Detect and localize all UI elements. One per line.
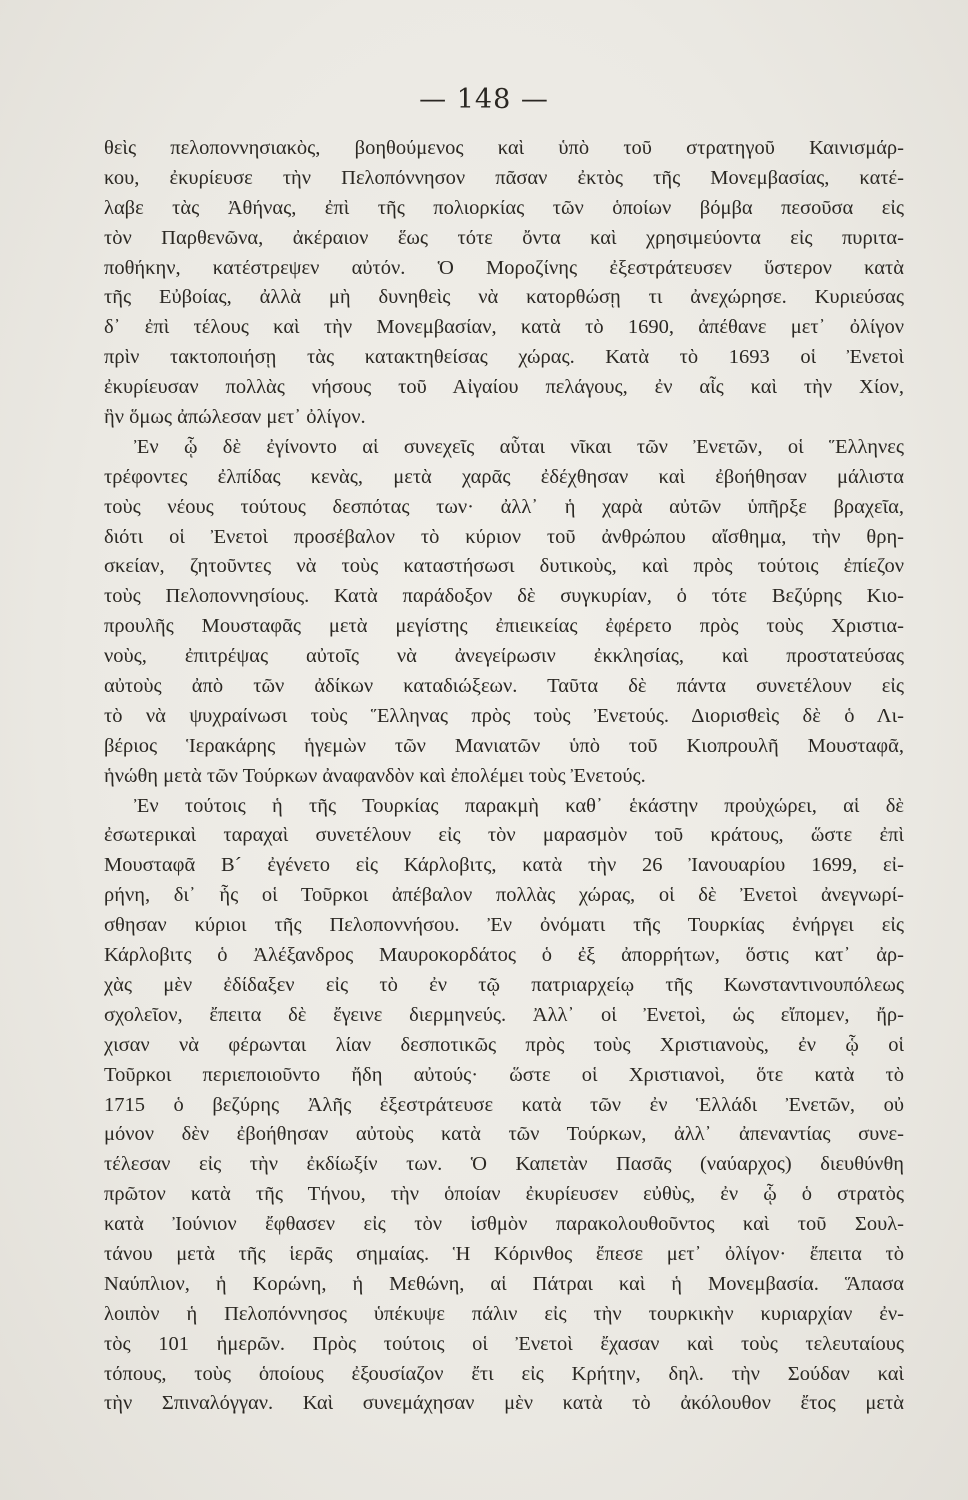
text-line: πρῶτον κατὰ τῆς Τήνου, τὴν ὁποίαν ἐκυρίευσεν εὐθὺς, ἐν ᾧ ὁ στρατὸς	[104, 1183, 904, 1206]
text-line: κατὰ Ἰούνιον ἔφθασεν εἰς τὸν ἰσθμὸν παρακολουθοῦντος καὶ τοῦ Σουλ-	[104, 1213, 904, 1236]
text-line: 1715 ὁ βεζύρης Ἀλῆς ἐξεστράτευσε κατὰ τῶν ἐν Ἑλλάδι Ἐνετῶν, οὐ	[104, 1093, 904, 1116]
text-line: χὰς μὲν ἐδίδαξεν εἰς τὸ ἐν τῷ πατριαρχείῳ τῆς Κωνσταντινουπόλεως	[104, 973, 904, 996]
text-line: τὸν Παρθενῶνα, ἀκέραιον ἕως τότε ὄντα καὶ χρησιμεύοντα εἰς πυριτα-	[104, 226, 904, 249]
text-line: Κάρλοβιτς ὁ Ἀλέξανδρος Μαυροκορδάτος ὁ ἐξ ἀπορρήτων, ὅστις κατ᾽ ἀρ-	[104, 944, 904, 967]
text-line: Ἐν τούτοις ἡ τῆς Τουρκίας παρακμὴ καθ᾽ ἑκάστην προὐχώρει, αἱ δὲ	[134, 794, 904, 817]
text-line: Ναύπλιον, ἡ Κορώνη, ἡ Μεθώνη, αἱ Πάτραι καὶ ἡ Μονεμβασία. Ἅπασα	[104, 1272, 904, 1295]
text-line: πρὶν τακτοποιήσῃ τὰς κατακτηθείσας χώρας. Κατὰ τὸ 1693 οἱ Ἐνετοὶ	[104, 346, 904, 369]
text-line: σθησαν κύριοι τῆς Πελοποννήσου. Ἐν ὀνόματι τῆς Τουρκίας ἐνήργει εἰς	[104, 914, 904, 937]
text-line: ἡνώθη μετὰ τῶν Τούρκων ἀναφανδὸν καὶ ἐπολέμει τοὺς Ἐνετούς.	[104, 764, 646, 787]
text-line: σκείαν, ζητοῦντες νὰ τοὺς καταστήσωσι δυτικοὺς, καὶ πρὸς τούτοις ἐπίεζον	[104, 555, 904, 578]
page-number: — 148 —	[419, 84, 549, 115]
text-line: τοὺς νέους τούτους δεσπότας των· ἀλλ᾽ ἡ χαρὰ αὐτῶν ὑπῆρξε βραχεῖα,	[104, 495, 904, 518]
text-line: βέριος Ἱερακάρης ἡγεμὼν τῶν Μανιατῶν ὑπὸ τοῦ Κιοπρουλῆ Μουσταφᾶ,	[104, 734, 904, 757]
text-line: δ᾽ ἐπὶ τέλους καὶ τὴν Μονεμβασίαν, κατὰ τὸ 1690, ἀπέθανε μετ᾽ ὀλίγον	[104, 316, 904, 339]
text-line: λοιπὸν ἡ Πελοπόννησος ὑπέκυψε πάλιν εἰς τὴν τουρκικὴν κυριαρχίαν ἐν-	[104, 1302, 904, 1325]
text-line: σχολεῖον, ἔπειτα δὲ ἔγεινε διερμηνεύς. Ἀλλ᾽ οἱ Ἐνετοὶ, ὡς εἴπομεν, ἤρ-	[104, 1003, 904, 1026]
text-line: τέλεσαν εἰς τὴν ἐκδίωξίν των. Ὁ Καπετὰν Πασᾶς (ναύαρχος) διευθύνθη	[104, 1153, 904, 1176]
text-line: ποθήκην, κατέστρεψεν αὐτόν. Ὁ Μοροζίνης ἐξεστράτευσεν ὕστερον κατὰ	[104, 256, 904, 279]
text-line: ἣν ὅμως ἀπώλεσαν μετ᾽ ὀλίγον.	[104, 406, 366, 429]
text-line: Τοῦρκοι περιεποιοῦντο ἤδη αὐτούς· ὥστε οἱ Χριστιανοὶ, ὅτε κατὰ τὸ	[104, 1063, 904, 1086]
text-line: διότι οἱ Ἐνετοὶ προσέβαλον τὸ κύριον τοῦ ἀνθρώπου αἴσθημα, τὴν θρη-	[104, 525, 904, 548]
text-line: προυλῆς Μουσταφᾶς μετὰ μεγίστης ἐπιεικείας ἐφέρετο πρὸς τοὺς Χριστια-	[104, 615, 904, 638]
text-line: Ἐν ᾧ δὲ ἐγίνοντο αἱ συνεχεῖς αὗται νῖκαι τῶν Ἐνετῶν, οἱ Ἕλληνες	[134, 435, 904, 458]
text-line: τὸ νὰ ψυχραίνωσι τοὺς Ἕλληνας πρὸς τοὺς Ἐνετούς. Διορισθεὶς δὲ ὁ Λι-	[104, 704, 904, 727]
text-line: τὴν Σπιναλόγγαν. Καὶ συνεμάχησαν μὲν κατὰ τὸ ἀκόλουθον ἔτος μετὰ	[104, 1392, 904, 1415]
text-line: Μουσταφᾶ Β´ ἐγένετο εἰς Κάρλοβιτς, κατὰ τὴν 26 Ἰανουαρίου 1699, εἰ-	[104, 854, 904, 877]
text-line: ἐσωτερικαὶ ταραχαὶ συνετέλουν εἰς τὸν μαρασμὸν τοῦ κράτους, ὥστε ἐπὶ	[104, 824, 904, 847]
text-line: ρήνη, δι᾽ ἧς οἱ Τοῦρκοι ἀπέβαλον πολλὰς χώρας, οἱ δὲ Ἐνετοὶ ἀνεγνωρί-	[104, 884, 904, 907]
text-line: νοὺς, ἐπιτρέψας αὐτοῖς νὰ ἀνεγείρωσιν ἐκκλησίας, καὶ προστατεύσας	[104, 645, 904, 668]
text-line: τρέφοντες ἐλπίδας κενὰς, μετὰ χαρᾶς ἐδέχθησαν καὶ ἐβοήθησαν μάλιστα	[104, 465, 904, 488]
text-line: ἐκυρίευσαν πολλὰς νήσους τοῦ Αἰγαίου πελάγους, ἐν αἷς καὶ τὴν Χίον,	[104, 376, 904, 399]
text-line: θεὶς πελοποννησιακὸς, βοηθούμενος καὶ ὑπὸ τοῦ στρατηγοῦ Καινισμάρ-	[104, 137, 904, 159]
text-line: μόνον δὲν ἐβοήθησαν αὐτοὺς κατὰ τῶν Τούρκων, ἀλλ᾽ ἀπεναντίας συνε-	[104, 1123, 904, 1146]
text-line: τῆς Εὐβοίας, ἀλλὰ μὴ δυνηθεὶς νὰ κατορθώσῃ τι ἀνεχώρησε. Κυριεύσας	[104, 286, 904, 309]
text-line: αὐτοὺς ἀπὸ τῶν ἀδίκων καταδιώξεων. Ταῦτα δὲ πάντα συνετέλουν εἰς	[104, 675, 904, 698]
text-line: τάνου μετὰ τῆς ἱερᾶς σημαίας. Ἡ Κόρινθος ἔπεσε μετ᾽ ὀλίγον· ἔπειτα τὸ	[104, 1242, 904, 1265]
text-line: χισαν νὰ φέρωνται λίαν δεσποτικῶς πρὸς τοὺς Χριστιανοὺς, ἐν ᾧ οἱ	[104, 1033, 904, 1056]
text-line: τὸς 101 ἡμερῶν. Πρὸς τούτοις οἱ Ἐνετοὶ ἔχασαν καὶ τοὺς τελευταίους	[104, 1332, 904, 1355]
text-line: τόπους, τοὺς ὁποίους ἐξουσίαζον ἔτι εἰς Κρήτην, δηλ. τὴν Σούδαν καὶ	[104, 1362, 904, 1385]
text-line: κου, ἐκυρίευσε τὴν Πελοπόννησον πᾶσαν ἐκτὸς τῆς Μονεμβασίας, κατέ-	[104, 166, 904, 189]
text-line: τοὺς Πελοποννησίους. Κατὰ παράδοξον δὲ συγκυρίαν, ὁ τότε Βεζύρης Κιο-	[104, 585, 904, 608]
text-line: λαβε τὰς Ἀθήνας, ἐπὶ τῆς πολιορκίας τῶν ὁποίων βόμβα πεσοῦσα εἰς	[104, 196, 904, 219]
body-text	[104, 134, 904, 1419]
